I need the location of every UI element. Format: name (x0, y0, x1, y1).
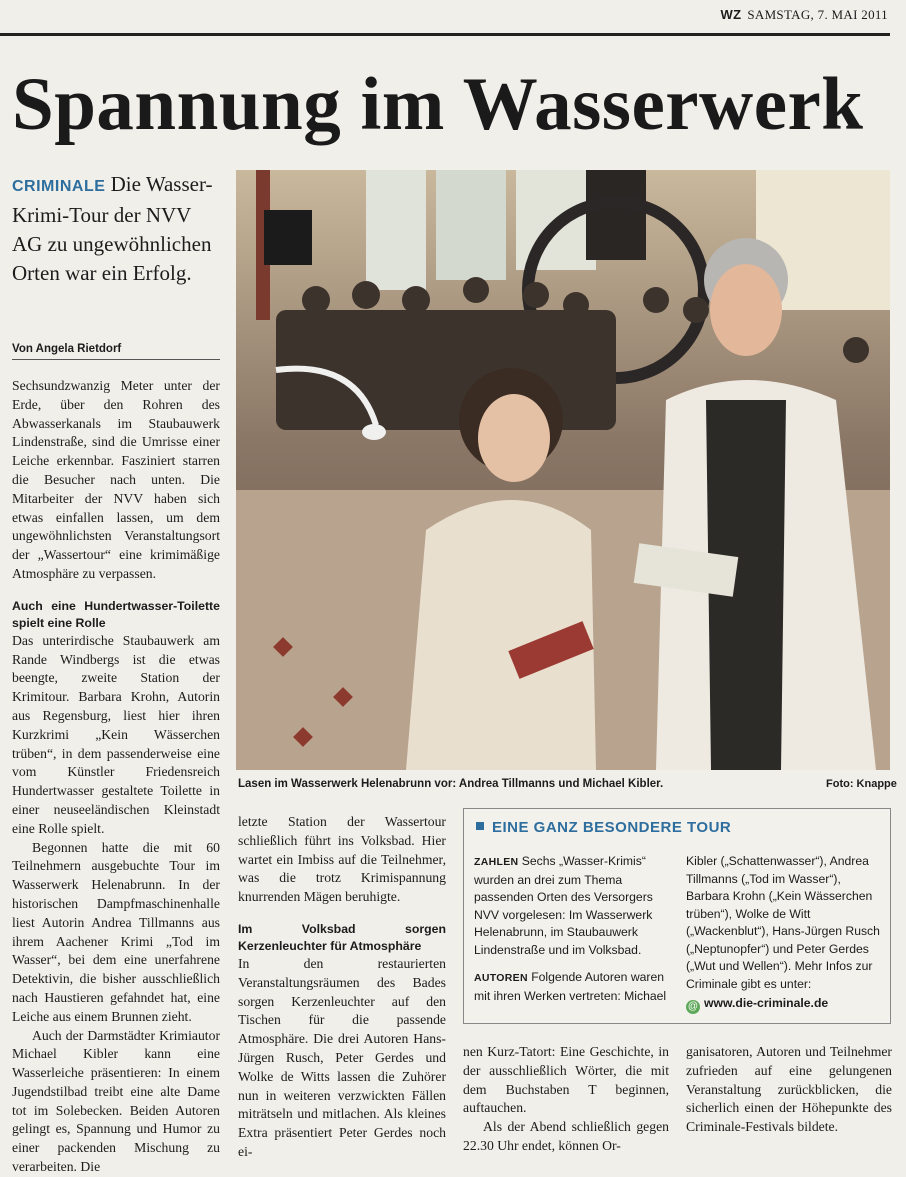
paragraph: Als der Abend schließlich gegen 22.30 Uhr endet, können Or- (463, 1119, 669, 1153)
paragraph: Auch der Darmstädter Krimiautor Michael Kibler kann eine Wasserleiche präsentieren: In einem Jugendstilbad treibt eine alte Dame tot im Solebecken. Beiden Autoren gelingt es, Spannung und Humor zu einer packenden Mischung zu verarbeiten. Die (12, 1027, 220, 1175)
paragraph: nen Kurz-Tatort: Eine Geschichte, in der ausschließlich Wörter, die mit dem Buchstaben T beginnen, auftauchen. (463, 1044, 669, 1116)
paragraph: In den restaurierten Veranstaltungsräumen des Bades sorgen Kerzenleuchter auf den Tischen für die passende Atmosphäre. Die drei Autoren Hans-Jürgen Rusch, Peter Gerdes und Wolke de Witts lassen die Zuhörer nun in weiteren verzwickten Fällen miträtseln und mitlachen. Als kleines Extra präsentiert Peter Gerdes noch ei- (238, 955, 446, 1159)
masthead-rule (0, 33, 890, 36)
article-column-4 (686, 1043, 892, 1137)
at-icon: @ (687, 1001, 699, 1012)
article-column-1 (12, 377, 220, 1177)
article-column-2 (238, 813, 446, 1162)
info-box (463, 808, 891, 1024)
photo-illustration (236, 170, 890, 770)
masthead (0, 0, 906, 38)
paragraph: Das unterirdische Staubauwerk am Rande Windbergs ist die etwas beengte, zweite Station der Krimitour. Barbara Krohn, Autorin aus Regensburg, liest hier ihren Kurzkrimi „Kein Wässerchen trüben“, in dem passenderweise eine vom Künstler Friedensreich Hundertwasser gestaltete Toilette in einer neuseeländischen Kleinstadt eine Rolle spielt. (12, 632, 220, 836)
paragraph: letzte Station der Wassertour schließlich führt ins Volksbad. Hier wartet ein Imbiss auf die Teilnehmer, was die trotz Krimispannung knurrenden Mägen beruhigte. (238, 814, 446, 905)
autoren-text: Folgende Autoren waren mit ihren Werken vertreten: Michael (474, 970, 667, 1003)
article-column-3 (463, 1043, 669, 1156)
kicker-text: Die Wasser-Krimi-Tour der NVV AG zu ungewöhnlichen Orten war ein Erfolg. (12, 172, 213, 285)
paragraph: ganisatoren, Autoren und Teilnehmer zufrieden auf eine gelungenen Veranstaltung zurückblicken, die sicherlich einen der Höhepunkte des Criminale-Festivals bildete. (686, 1044, 892, 1135)
photo-credit: Foto: Knappe (826, 778, 897, 790)
label-autoren: AUTOREN (474, 972, 528, 984)
info-box-left (474, 853, 671, 1005)
zahlen-text: Sechs „Wasser-Krimis“ wurden an drei zum Thema passenden Orten des Versorgers NVV vorgelesen: Im Wasserwerk Helenabrunn, im Staubauwerk Lindenstraße und im Volksbad. (474, 854, 653, 957)
photo-caption: Lasen im Wasserwerk Helenabrunn vor: Andrea Tillmanns und Michael Kibler. (238, 778, 664, 790)
info-box-right (686, 853, 882, 1014)
square-bullet-icon (476, 822, 484, 830)
dateline (721, 7, 888, 23)
info-box-title (476, 819, 731, 836)
paragraph: Begonnen hatte die mit 60 Teilnehmern ausgebuchte Tour im Wasserwerk Helenabrunn. In der historischen Dampfmaschinenhalle liest Autorin Andrea Tillmanns aus ihrem Aachener Krimi „Tod im Wasser“, bei dem eine unerfahrene Detektivin, die bisher ausschließlich nach Haustieren gefahndet hat, eine Leiche aus einem Brunnen zieht. (12, 839, 220, 1024)
section-tag: CRIMINALE (12, 178, 106, 195)
paragraph: Sechsundzwanzig Meter unter der Erde, über den Rohren des Abwasserkanals im Staubauwerk Lindenstraße, sind die Umrisse einer Leiche erkennbar. Fasziniert starren die Besucher nach unten. Die Mitarbeiter der NVV haben sich etwas einfallen lassen, um dem ungewöhnlichsten Veranstaltungsort der „Wassertour“ eine krimimäßige Atmosphäre zu verpassen. (12, 378, 220, 581)
authors-list: Kibler („Schattenwasser“), Andrea Tillmanns („Tod im Wasser“), Barbara Krohn („Kein Wässerchen trüben“), Wolke de Witt („Wackenblut“), Hans-Jürgen Rusch („Neptunopfer“) und Peter Gerdes („Wut und Wellen“). Mehr Infos zur Criminale gibt es unter: (686, 854, 880, 991)
website-link[interactable]: www.die-criminale.de (704, 996, 829, 1010)
info-box-title-text: EINE GANZ BESONDERE TOUR (492, 819, 732, 836)
subheading: Im Volksbad sorgen Kerzenleuchter für Atmosphäre (238, 921, 446, 953)
paper-name: WZ (720, 7, 742, 22)
label-zahlen: ZAHLEN (474, 856, 519, 868)
kicker (12, 170, 222, 288)
byline: Von Angela Rietdorf (12, 343, 220, 360)
article-photo (236, 170, 890, 770)
subheading: Auch eine Hundertwasser-Toilette spielt eine Rolle (12, 598, 220, 630)
headline: Spannung im Wasserwerk (12, 63, 864, 146)
issue-date: SAMSTAG, 7. MAI 2011 (747, 7, 888, 22)
